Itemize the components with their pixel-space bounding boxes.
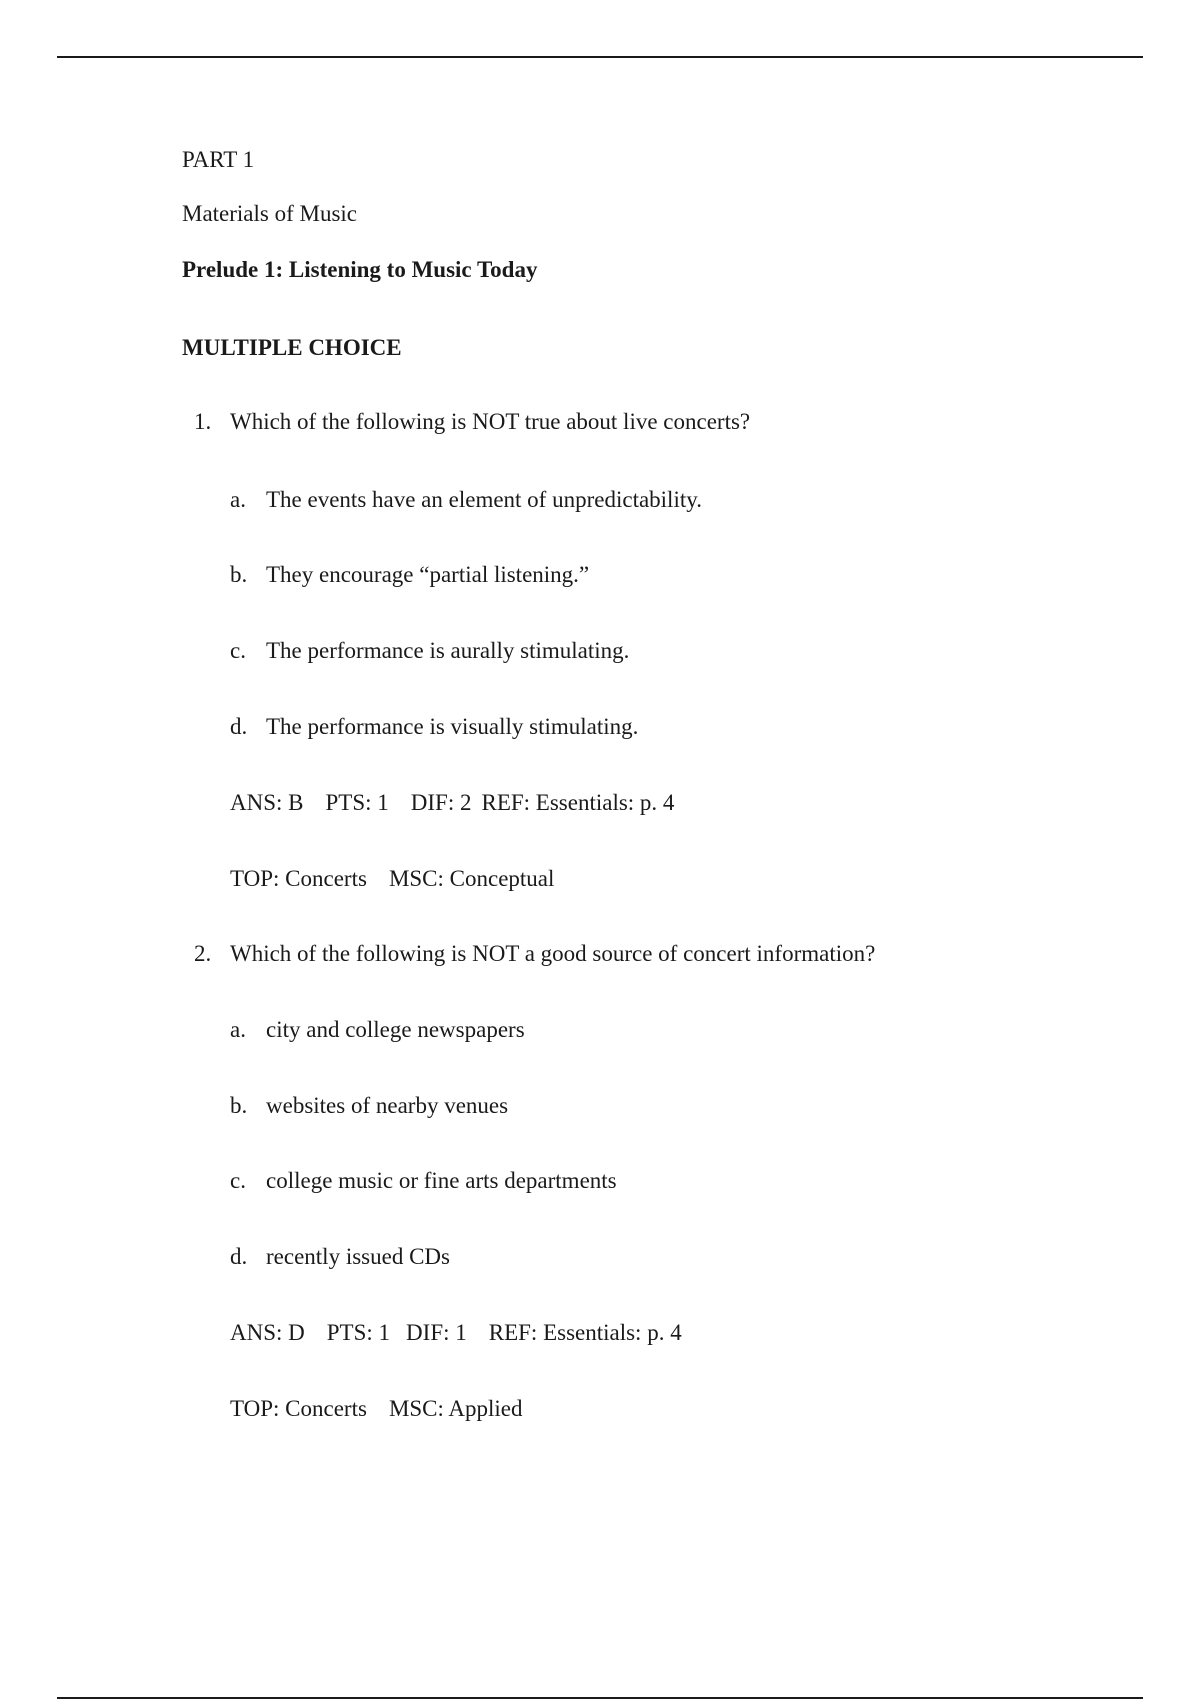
topic-meta-2 bbox=[230, 1395, 523, 1423]
choice-2c bbox=[230, 1167, 617, 1195]
choice-letter: c. bbox=[230, 638, 246, 663]
choice-text: The events have an element of unpredictability. bbox=[266, 487, 702, 512]
choice-letter: d. bbox=[230, 1244, 248, 1269]
question-text: Which of the following is NOT a good source of concert information? bbox=[230, 941, 876, 966]
points: PTS: 1 bbox=[326, 1320, 391, 1345]
topic-meta-1 bbox=[230, 865, 554, 893]
question-number: 2. bbox=[194, 941, 212, 966]
part-heading: PART 1 bbox=[182, 147, 255, 172]
top-rule bbox=[57, 56, 1143, 58]
choice-text: college music or fine arts departments bbox=[266, 1168, 617, 1193]
question-number: 1. bbox=[194, 409, 212, 434]
section-heading: MULTIPLE CHOICE bbox=[182, 335, 402, 360]
choice-text: recently issued CDs bbox=[266, 1244, 450, 1269]
choice-letter: d. bbox=[230, 714, 248, 739]
reference: REF: Essentials: p. 4 bbox=[481, 790, 675, 815]
choice-text: The performance is aurally stimulating. bbox=[266, 638, 630, 663]
choice-1b bbox=[230, 561, 589, 589]
choice-1d bbox=[230, 713, 638, 741]
difficulty: DIF: 1 bbox=[406, 1320, 467, 1345]
bottom-rule bbox=[57, 1697, 1143, 1699]
answer-meta-1 bbox=[230, 789, 674, 817]
points: PTS: 1 bbox=[325, 790, 389, 815]
choice-2a bbox=[230, 1016, 525, 1044]
skill: MSC: Conceptual bbox=[388, 866, 555, 891]
difficulty: DIF: 2 bbox=[410, 790, 472, 815]
choice-letter: a. bbox=[230, 1017, 246, 1042]
question-2 bbox=[194, 940, 875, 968]
choice-letter: b. bbox=[230, 1093, 248, 1118]
question-1 bbox=[194, 408, 750, 436]
answer: ANS: D bbox=[230, 1320, 305, 1345]
skill: MSC: Applied bbox=[388, 1396, 523, 1421]
question-text: Which of the following is NOT true about live concerts? bbox=[230, 409, 751, 434]
topic: TOP: Concerts bbox=[230, 866, 367, 891]
choice-letter: a. bbox=[230, 487, 246, 512]
choice-text: They encourage “partial listening.” bbox=[266, 562, 590, 587]
choice-2d bbox=[230, 1243, 450, 1271]
choice-1a bbox=[230, 486, 702, 514]
choice-text: websites of nearby venues bbox=[266, 1093, 509, 1118]
choice-letter: c. bbox=[230, 1168, 246, 1193]
answer: ANS: B bbox=[230, 790, 304, 815]
part-subtitle: Materials of Music bbox=[182, 201, 358, 226]
topic: TOP: Concerts bbox=[230, 1396, 367, 1421]
choice-text: The performance is visually stimulating. bbox=[266, 714, 639, 739]
chapter-title: Prelude 1: Listening to Music Today bbox=[182, 257, 538, 282]
reference: REF: Essentials: p. 4 bbox=[488, 1320, 682, 1345]
choice-1c bbox=[230, 637, 629, 665]
choice-letter: b. bbox=[230, 562, 248, 587]
choice-2b bbox=[230, 1092, 508, 1120]
answer-meta-2 bbox=[230, 1319, 682, 1347]
choice-text: city and college newspapers bbox=[266, 1017, 525, 1042]
